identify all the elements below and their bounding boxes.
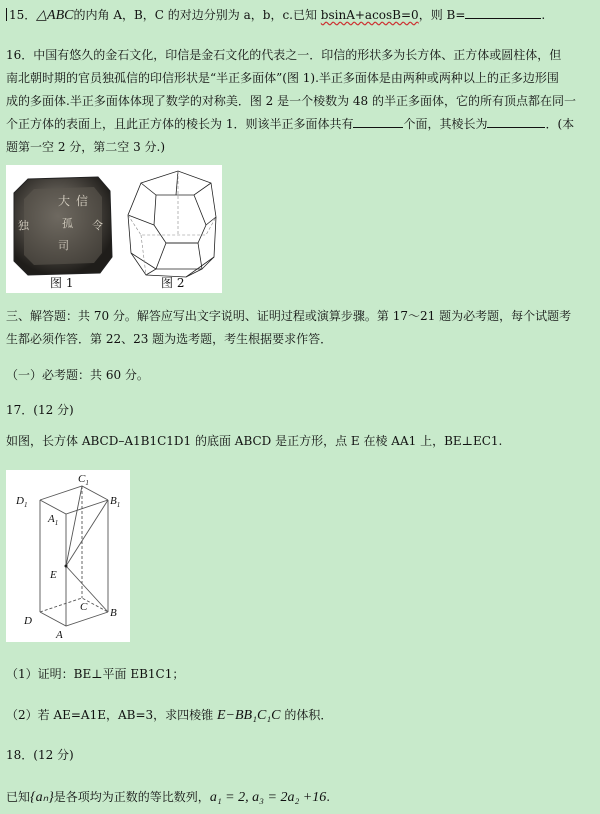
- q15-text-2: ，则 B=: [418, 8, 466, 22]
- q16-line: 成的多面体.半正多面体体现了数学的对称美．图 2 是一个棱数为 48 的半正多面体，它的所有顶点都在同一: [6, 94, 576, 108]
- seal-char: 司: [58, 239, 69, 252]
- svg-text:C1: $C_1$: [78, 473, 89, 487]
- q16-line: 南北朝时期的官员独孤信的印信形状是“半正多面体”(图 1).半正多面体是由两种或两种以上的正多边形围: [6, 71, 559, 85]
- q17-heading: 17．(12 分): [6, 403, 74, 417]
- seal-char: 令: [92, 219, 103, 232]
- q16-text: 个正方体的表面上，且此正方体的棱长为 1．则该半正多面体共有: [6, 117, 354, 131]
- svg-text:B1: $B_1$: [110, 495, 121, 509]
- section-3-line: 三、解答题：共 70 分。解答应写出文字说明、证明过程或演算步骤。第 17～21 题为必考题，每个试题考: [6, 309, 572, 323]
- seal-figure-1: [6, 165, 222, 293]
- q17-part-2: （2）若 AE=A1E，AB=3，求四棱锥 E−BB₁C₁C 的体积．: [6, 708, 333, 723]
- q16-line: [6, 113, 594, 136]
- q16-text: 个面，其棱长为: [403, 117, 488, 131]
- polyhedron-figure-2: [128, 171, 216, 277]
- q15-text: 的内角 A，B，C 的对边分别为 a，b，c.已知: [73, 8, 321, 22]
- seal-char: 孤: [62, 217, 73, 230]
- q16-line: 16．中国有悠久的金石文化，印信是金石文化的代表之一．印信的形状多为长方体、正方体或圆柱体，但: [6, 48, 562, 62]
- svg-text:E: E: [50, 569, 57, 581]
- svg-text:B: B: [110, 607, 117, 619]
- section-3-line: 生都必须作答．第 22、23 题为选考题，考生根据要求作答．: [6, 332, 333, 346]
- q18-heading: 18．(12 分): [6, 748, 74, 762]
- q17-cuboid-figure: [6, 470, 130, 642]
- q15-equation: bsinA+acosB=0: [320, 8, 419, 22]
- q15-answer-blank: [465, 6, 541, 19]
- question-15: [6, 4, 594, 27]
- question-16: [6, 44, 594, 159]
- q17-part-1: （1）证明：BE⊥平面 EB1C1；: [6, 667, 185, 681]
- q16-figures: [6, 165, 222, 293]
- q15-triangle: △ABC: [36, 8, 74, 23]
- q18-sequence: {aₙ}: [30, 790, 54, 805]
- q15-number: 15．: [9, 8, 37, 22]
- svg-text:D1: $D_1$: [16, 495, 28, 509]
- q16-blank-edge: [487, 115, 545, 128]
- seal-char: 大: [58, 194, 71, 208]
- section-3-subheading: （一）必考题：共 60 分。: [6, 368, 149, 382]
- seal-char: 信: [76, 194, 89, 208]
- figure-2-caption: 图 2: [161, 276, 185, 290]
- svg-text:A1: $A_1$: [48, 513, 59, 527]
- section-3-instructions: [6, 305, 594, 351]
- q15-end: .: [541, 8, 546, 22]
- q16-line: 题第一空 2 分，第二空 3 分.): [6, 140, 166, 154]
- figure-1-caption: 图 1: [50, 276, 74, 290]
- q16-blank-faces: [353, 115, 403, 128]
- q17-body: 如图，长方体 ABCD–A1B1C1D1 的底面 ABCD 是正方形，点 E 在棱 AA1 上，BE⊥EC1.: [6, 434, 503, 448]
- svg-text:A: A: [56, 629, 63, 641]
- q18-condition: a₁ = 2, a₃ = 2a₂ +16: [209, 790, 327, 805]
- text-cursor: [6, 8, 7, 21]
- q16-text: ．(本: [545, 117, 575, 131]
- svg-text:D: D: [24, 615, 32, 627]
- svg-text:C: C: [80, 601, 88, 613]
- q18-body: 已知{aₙ}是各项均为正数的等比数列，a₁ = 2, a₃ = 2a₂ +16.: [6, 790, 331, 805]
- q17-pyramid-formula: E−BB₁C₁C: [216, 708, 281, 723]
- seal-char: 独: [18, 219, 29, 232]
